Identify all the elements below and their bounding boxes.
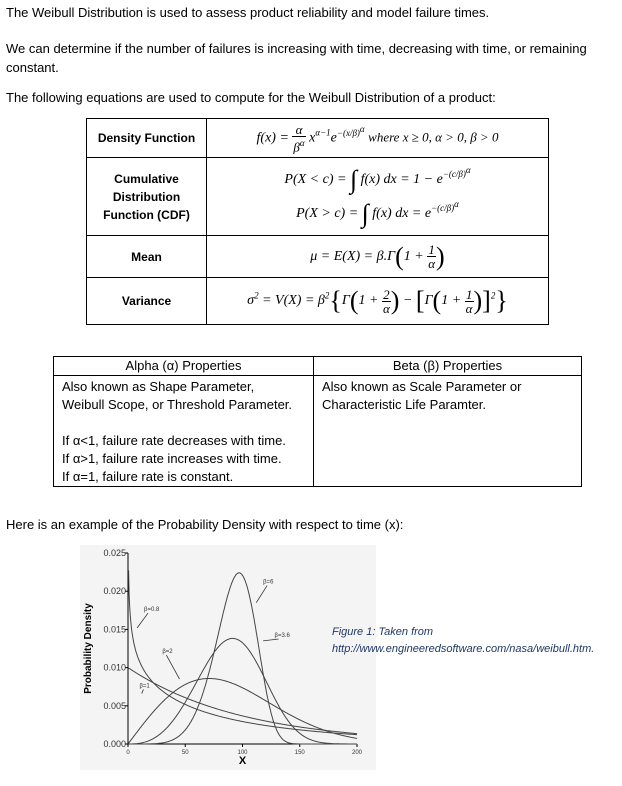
x-tick-label: 0	[126, 750, 130, 756]
x-tick-label: 100	[237, 750, 248, 756]
x-tick-label: 200	[351, 750, 363, 756]
y-tick-label: 0.010	[103, 662, 126, 673]
intro-text: The Weibull Distribution is used to assess product reliability and model failure times.	[6, 5, 490, 20]
beta-line: Also known as Scale Parameter or	[322, 379, 522, 394]
alpha-line: Also known as Shape Parameter,	[62, 379, 255, 394]
alpha-cell	[54, 376, 314, 487]
series-line-beta-6	[129, 573, 357, 744]
cdf-label: Cumulative Distribution Function (CDF)	[87, 158, 207, 236]
paragraph-equations-intro: The following equations are used to compute for the Weibull Distribution of a product:	[6, 90, 496, 105]
series-label: β=2	[162, 649, 173, 656]
alpha-rule: If α<1, failure rate decreases with time.	[62, 433, 286, 448]
mean-formula: μ = E(X) = β.Γ(1 + $\frac{1}{\alpha}$ )	[207, 236, 549, 278]
beta-cell	[314, 376, 582, 487]
figure-caption	[332, 624, 594, 658]
variance-formula: $\sigma^2 = V(X) = \beta^2\{\Gamma(1$ + $\frac{2}{\alpha}$ ) − [Γ(1 + $\frac{1}{\alpha}$ )]$^2$}	[207, 278, 549, 325]
series-label: β=1	[139, 683, 150, 690]
series-leader-line	[166, 655, 179, 679]
variance-row	[87, 278, 549, 325]
series-label: β=3.6	[274, 633, 290, 640]
variance-label: Variance	[87, 278, 207, 325]
x-axis-label: X	[238, 755, 247, 767]
series-leader-line	[137, 613, 148, 628]
series-line-beta-1	[129, 668, 357, 734]
density-condition: where x ≥ 0, α > 0, β > 0	[368, 129, 499, 145]
alpha-line: Weibull Scope, or Threshold Parameter.	[62, 397, 293, 412]
mean-row	[87, 236, 549, 278]
x-tick-label: 150	[294, 750, 305, 756]
series-leader-line	[263, 639, 278, 641]
density-formula: f(x) = $\frac{\alpha}{\beta^\alpha}$ $x^{\alpha-1}e^{-(x/\beta)^\alpha}$ where x ≥ 0, α > 0, β > 0	[207, 119, 549, 158]
density-label: Density Function	[87, 119, 207, 158]
y-tick-label: 0.020	[103, 586, 126, 597]
beta-header: Beta (β) Properties	[314, 357, 582, 376]
series-leader-line	[256, 586, 267, 603]
y-tick-label: 0.025	[103, 548, 126, 558]
series-label: β=0.8	[144, 607, 160, 614]
density-row	[87, 119, 549, 158]
properties-table	[53, 356, 582, 487]
caption-line-2: http://www.engineeredsoftware.com/nasa/weibull.htm.	[332, 643, 595, 655]
y-tick-label: 0.000	[103, 739, 126, 749]
equation-table	[86, 118, 549, 325]
y-tick-label: 0.005	[103, 700, 126, 711]
example-text: Here is an example of the Probability Density with respect to time (x):	[6, 517, 404, 532]
alpha-header: Alpha (α) Properties	[54, 357, 314, 376]
series-leader-line	[142, 689, 144, 693]
alpha-rule: If α=1, failure rate is constant.	[62, 469, 234, 484]
paragraph-trend: We can determine if the number of failures is increasing with time, decreasing with time, or remaining constant.	[6, 41, 587, 75]
x-tick-label: 50	[181, 750, 189, 756]
y-axis-label: Probability Density	[83, 603, 94, 694]
cdf-row	[87, 158, 549, 236]
alpha-rule: If α>1, failure rate increases with time.	[62, 451, 282, 466]
series-label: β=6	[263, 579, 274, 586]
cdf-formula: P(X < c) = ∫ f(x) dx = $1 - e^{-(c/\beta)^\alpha}$ P(X > c) = ∫ f(x) dx = $e^{-(c/\beta)^\alpha}$	[207, 158, 549, 236]
beta-line: Characteristic Life Paramter.	[322, 397, 487, 412]
mean-label: Mean	[87, 236, 207, 278]
caption-line-1: Figure 1: Taken from	[332, 626, 434, 638]
y-tick-label: 0.015	[103, 624, 126, 635]
